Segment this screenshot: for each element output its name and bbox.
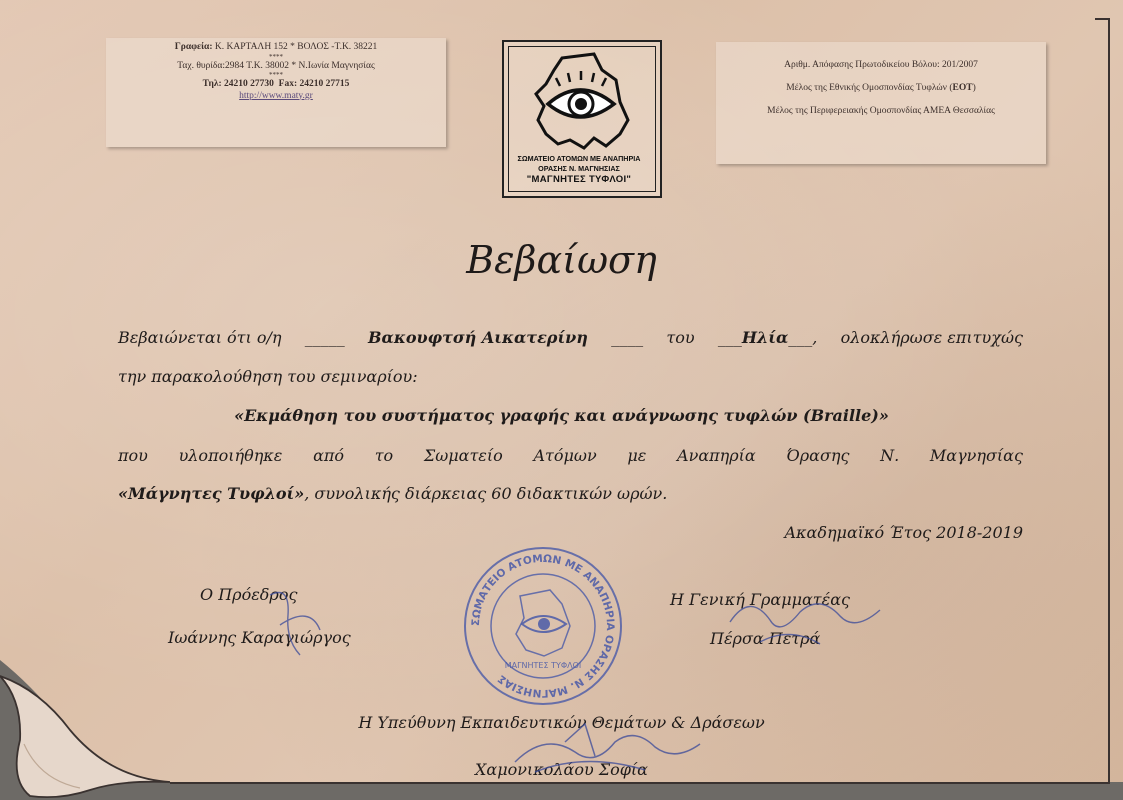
certificate-line4 [118,446,1023,465]
fax-label: Fax: [278,79,298,89]
stamp-ring-text: ΣΩΜΑΤΕΙΟ ΑΤΟΜΩΝ ΜΕ ΑΝΑΠΗΡΙΑ ΟΡΑΣΗΣ Ν. ΜΑΓΝΗΣΙΑΣ [469,552,617,700]
stamp-inner-text: ΜΑΓΝΗΤΕΣ ΤΥΦΛΟΙ [504,661,582,670]
line4-word: υλοποιήθηκε [178,446,283,465]
responsible-title: Η Υπεύθυνη Εκπαιδευτικών Θεμάτων & Δράσεων [358,713,765,732]
separator-stars: **** [269,52,283,61]
completed-text: ολοκλήρωσε επιτυχώς [840,328,1023,347]
phone-fax-line [106,79,446,91]
president-title: Ο Πρόεδρος [200,585,298,604]
president-name: Ιωάννης Καραγιώργος [168,628,351,647]
frame-border-top-corner [1095,18,1110,20]
frame-border-bottom [160,782,1110,784]
secretary-name: Πέρσα Πετρά [710,629,821,648]
phone-label: Τηλ: [202,79,222,89]
line4-word: που [118,446,148,465]
organization-logo [502,40,662,198]
line4-word: με [627,446,647,465]
president-signature-icon [250,585,340,665]
frame-border-right [1108,18,1110,784]
secretary-title: Η Γενική Γραμματέας [670,590,851,609]
certificate-line2: την παρακολούθηση του σεμιναρίου: [118,367,418,386]
blank-1: _____ [304,328,345,347]
line4-word: Αναπηρία [677,446,756,465]
pobox-line: Ταχ. θυρίδα:2984 Τ.Κ. 38002 * Ν.Ιωνία Μαγνησίας [177,60,375,71]
regional-membership-line: Μέλος της Περιφερειακής Ομοσπονδίας ΑΜΕΑ Θεσσαλίας [767,106,995,116]
certificate-title: Βεβαίωση [466,238,657,282]
certificate-line5 [118,484,667,503]
line4-word: το [374,446,394,465]
blank-2: ____ [611,328,644,347]
organization-name: «Μάγνητες Τυφλοί» [118,484,305,503]
eye-map-logo-icon [524,50,636,154]
logo-text-line2: ΟΡΑΣΗΣ Ν. ΜΑΓΝΗΣΙΑΣ [538,164,620,173]
phone-number: 24210 27730 [224,79,274,89]
office-info-box [106,38,446,147]
logo-text-line3: "ΜΑΓΝΗΤΕΣ ΤΥΦΛΟΙ" [526,174,632,185]
address-text: Κ. ΚΑΡΤΑΛΗ 152 * ΒΟΛΟΣ -Τ.Κ. 38221 [214,42,378,52]
line4-word: Σωματείο [423,446,503,465]
responsible-name: Χαμονικολάου Σοφία [475,760,648,779]
academic-year: Ακαδημαϊκό Έτος 2018-2019 [784,523,1023,542]
blank-4: ___, [788,328,818,347]
logo-text-line1: ΣΩΜΑΤΕΙΟ ΑΤΟΜΩΝ ΜΕ ΑΝΑΠΗΡΙΑ [517,154,641,163]
father-name: Ηλία [741,328,789,347]
separator-stars-2: **** [269,71,283,79]
recipient-name: Βακουφτσή Αικατερίνη [368,328,588,347]
seminar-title: «Εκμάθηση του συστήματος γραφής και ανάγνωσης τυφλών (Braille)» [234,406,889,425]
court-decision-line: Αριθμ. Απόφασης Πρωτοδικείου Βόλου: 201/2007 [784,60,978,70]
certificate-line1 [118,328,1023,347]
eot-abbrev: ΕΟΤ [952,83,973,93]
line4-word: Μαγνησίας [929,446,1023,465]
blank-3: ___ [717,328,742,347]
line4-word: Όρασης [786,446,850,465]
duration-text: , συνολικής διάρκειας 60 διδακτικών ωρών. [304,484,668,503]
registration-info-box [716,42,1046,164]
line4-word: Ατόμων [533,446,597,465]
eot-membership-line [716,77,1046,100]
eot-suffix: ) [972,83,976,93]
fax-number: 24210 27715 [299,79,350,89]
of-text: του [666,328,695,347]
official-stamp-icon [458,544,628,709]
website-link[interactable]: http://www.maty.gr [239,90,313,101]
page-curl-icon [0,660,170,800]
responsible-signature-icon [505,712,705,782]
office-address-line [106,42,446,54]
eot-prefix: Μέλος της Εθνικής Ομοσπονδίας Τυφλών ( [786,83,953,93]
secretary-signature-icon [720,582,890,652]
certify-text: Βεβαιώνεται ότι ο/η [118,328,282,347]
address-label: Γραφεία: [174,42,213,52]
line4-word: από [313,446,345,465]
line4-word: Ν. [880,446,900,465]
